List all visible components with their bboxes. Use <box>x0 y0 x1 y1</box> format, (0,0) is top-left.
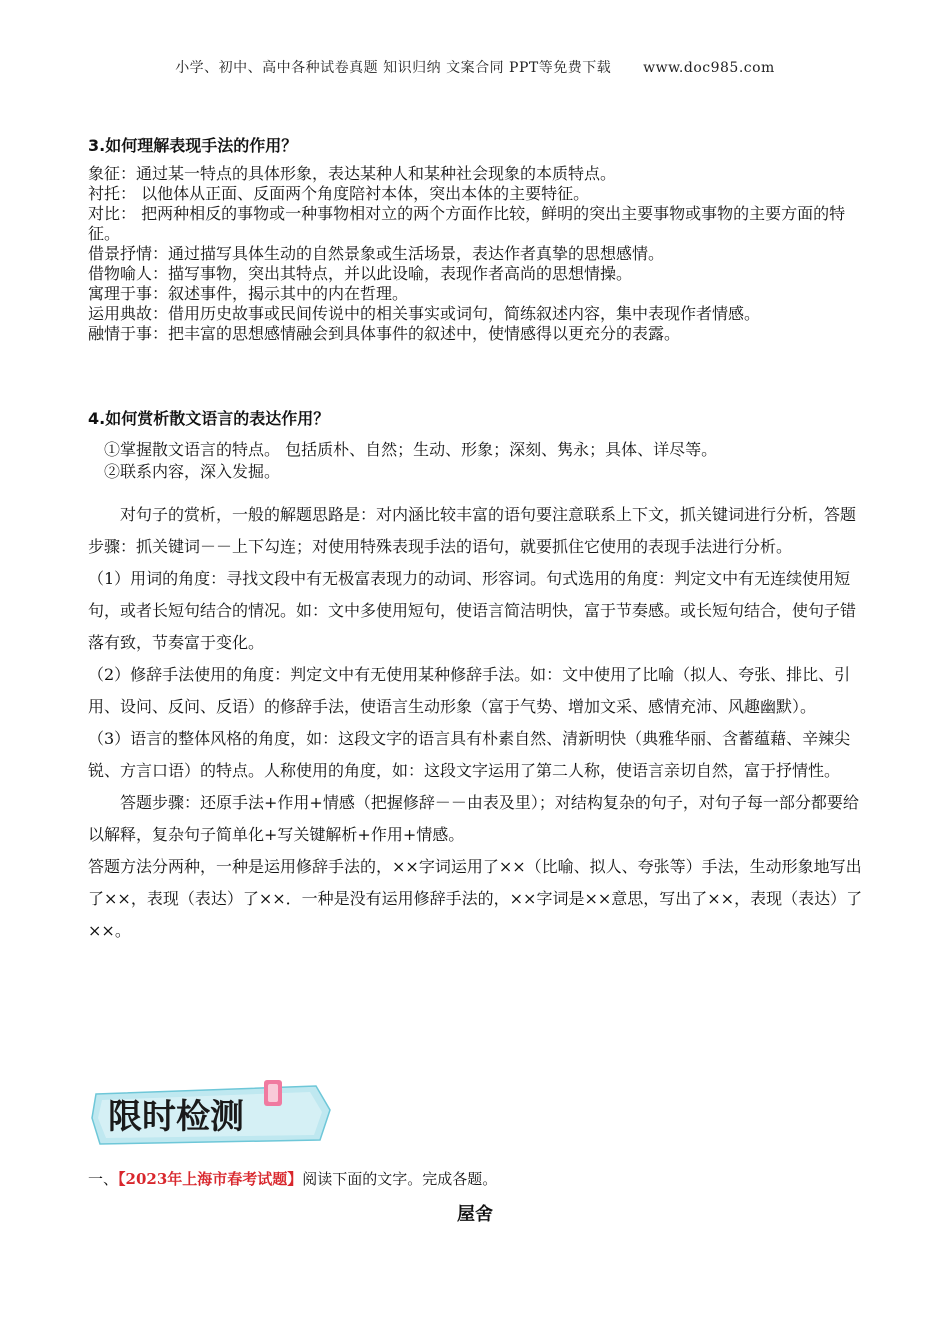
point-2: ②联系内容，深入发掘。 <box>104 462 281 481</box>
technique-foil: 衬托： 以他体从正面、反面两个角度陪衬本体，突出本体的主要特征。 <box>88 184 590 203</box>
section-3-heading: 3.如何理解表现手法的作用？ <box>88 136 298 155</box>
exam-prefix: 一、 <box>88 1170 119 1188</box>
story-title: 屋舍 <box>457 1204 493 1225</box>
steps-paragraph: 答题步骤：还原手法+作用+情感（把握修辞－－由表及里）；对结构复杂的句子，对句子每一部分都要给以解释，复杂句子简单化+写关键解析+作用+情感。 <box>88 793 859 844</box>
technique-symbolism: 象征：通过某一特点的具体形象，表达某种人和某种社会现象的本质特点。 <box>88 164 617 183</box>
angle-1-paragraph: （1）用词的角度：寻找文段中有无极富表现力的动词、形容词。句式选用的角度：判定文中有无连续使用短句，或者长短句结合的情况。如：文中多使用短句，使语言简洁明快，富于节奏感。或长短句结合，使句子错落有致，节奏富于变化。 <box>88 569 857 652</box>
section-4-heading: 4.如何赏析散文语言的表达作用？ <box>88 409 330 428</box>
badge-text: 限时检测 <box>108 1097 244 1137</box>
badge-graphic <box>88 1080 338 1148</box>
angle-2-paragraph: （2）修辞手法使用的角度：判定文中有无使用某种修辞手法。如：文中使用了比喻（拟人、夸张、排比、引用、设问、反问、反语）的修辞手法，使语言生动形象（富于气势、增加文采、感情充沛、风趣幽默）。 <box>88 665 851 716</box>
technique-scenery: 借景抒情：通过描写具体生动的自然景象或生活场景，表达作者真挚的思想感情。 <box>88 244 665 263</box>
exam-line <box>88 1168 497 1189</box>
header-text: 小学、初中、高中各种试卷真题 知识归纳 文案合同 PPT等免费下载 <box>175 60 612 76</box>
analysis-paragraph: 对句子的赏析，一般的解题思路是：对内涵比较丰富的语句要注意联系上下文，抓关键词进行分析，答题步骤：抓关键词－－上下勾连；对使用特殊表现手法的语句，就要抓住它使用的表现手法进行分析。 <box>88 505 857 556</box>
methods-paragraph: 答题方法分两种，一种是运用修辞手法的，××字词运用了××（比喻、拟人、夸张等）手法，生动形象地写出了××，表现（表达）了××．一种是没有运用修辞手法的，××字词是××意思，写出了××，表现（表达）了××。 <box>88 857 863 940</box>
technique-object: 借物喻人：描写事物，突出其特点，并以此设喻，表现作者高尚的思想情操。 <box>88 264 633 283</box>
paperclip-icon <box>264 1080 282 1106</box>
section-3 <box>88 133 866 344</box>
exam-instruction: 阅读下面的文字。完成各题。 <box>302 1170 498 1188</box>
exam-source-tag: 【2023年上海市春考试题】 <box>118 1170 303 1188</box>
header-url: www.doc985.com <box>643 60 775 76</box>
technique-contrast: 对比： 把两种相反的事物或一种事物相对立的两个方面作比较，鲜明的突出主要事物或事物的主要方面的特征。 <box>88 204 846 243</box>
point-1: ①掌握散文语言的特点。 包括质朴、自然；生动、形象；深刻、隽永；具体、详尽等。 <box>104 440 718 459</box>
angle-3-paragraph: （3）语言的整体风格的角度，如：这段文字的语言具有朴素自然、清新明快（典雅华丽、含蓄蕴藉、辛辣尖锐、方言口语）的特点。人称使用的角度，如：这段文字运用了第二人称，使语言亲切自然，富于抒情性。 <box>88 729 851 780</box>
timed-test-badge <box>88 1080 338 1148</box>
technique-emotion: 融情于事：把丰富的思想感情融会到具体事件的叙述中，使情感得以更充分的表露。 <box>88 324 681 343</box>
section-4-body <box>88 499 866 947</box>
page-header <box>0 57 950 77</box>
section-4 <box>88 406 866 483</box>
technique-allusion: 运用典故：借用历史故事或民间传说中的相关事实或词句，简练叙述内容，集中表现作者情感。 <box>88 304 761 323</box>
technique-reason: 寓理于事：叙述事件，揭示其中的内在哲理。 <box>88 284 409 303</box>
